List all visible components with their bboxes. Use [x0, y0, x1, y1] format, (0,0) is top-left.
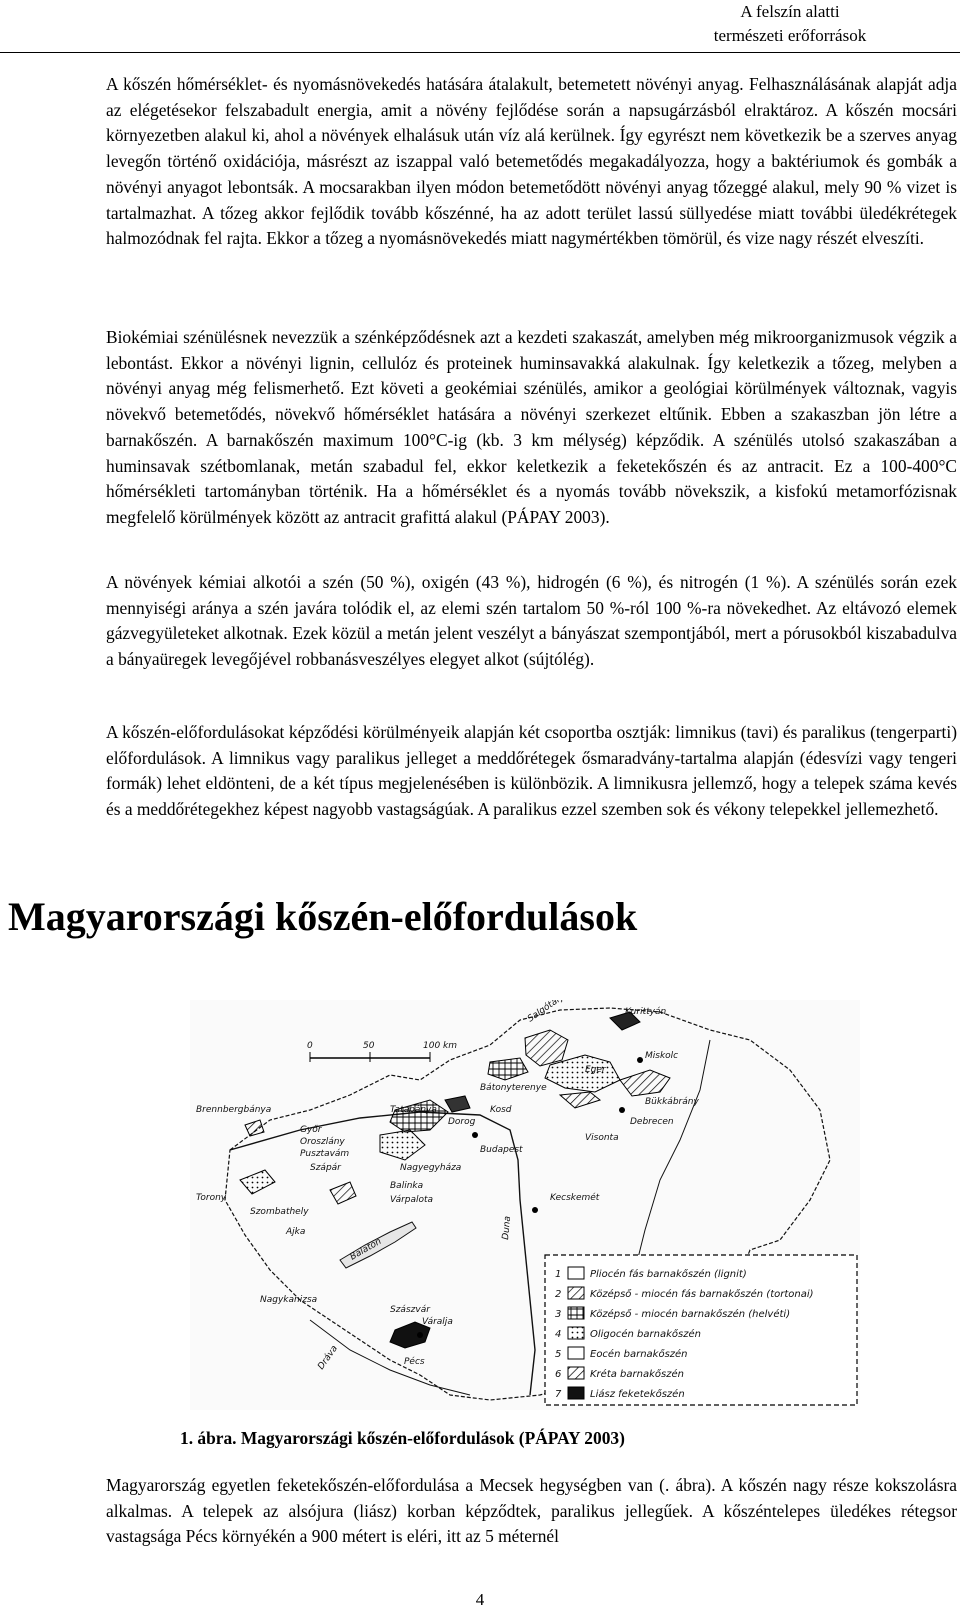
label-szapar: Szápár: [310, 1163, 341, 1173]
label-szombathely: Szombathely: [250, 1207, 309, 1217]
header-line-2: természeti erőforrások: [713, 26, 867, 45]
paragraph-chemical-composition: [106, 570, 957, 673]
paragraph-coalification: [106, 325, 957, 531]
legend-num-7: 7: [555, 1389, 562, 1400]
legend-label-5: Eocén barnakőszén: [590, 1349, 688, 1360]
scale-label-0: 0: [307, 1041, 313, 1051]
paragraph-coal-formation: [106, 72, 957, 252]
legend-label-4: Oligocén barnakőszén: [590, 1329, 701, 1340]
legend-swatch-7: [568, 1387, 584, 1399]
label-visonta: Visonta: [585, 1133, 619, 1143]
section-title: Magyarországi kőszén-előfordulások: [8, 894, 638, 939]
city-dot-debrecen: [619, 1107, 625, 1113]
header-rule: [0, 52, 960, 53]
label-kecskemet: Kecskemét: [550, 1193, 600, 1203]
legend-num-1: 1: [555, 1269, 562, 1280]
label-eger: Eger: [585, 1065, 606, 1075]
paragraph-text: A kőszén-előfordulásokat képződési körülményeik alapján két csoportba osztják: limnikus (tavi) és paralikus (tengerparti) előfordulások. A limnikus vagy paralikus jelleget a meddőrétegek ősmaradvány-tartalma alapján (édesvízi vagy tengeri formák) lehet eldönteni, de a két típus megjelenésében is különbözik. A limnikusra jellemző, hogy a telepek száma kevés és a meddőrétegekhez képest nagyobb vastagságúak. A paralikus ezzel szemben sok és vékony telepekkel jellemezhető.: [106, 722, 957, 820]
map-svg: [190, 1000, 860, 1410]
label-balinka: Balinka: [390, 1181, 424, 1191]
label-kurittyan: Kurittyán: [625, 1007, 667, 1017]
label-drava: Dráva: [316, 1343, 340, 1372]
legend-num-6: 6: [555, 1369, 562, 1380]
legend-swatch-4: [568, 1327, 584, 1339]
paragraph-text: A növények kémiai alkotói a szén (50 %), oxigén (43 %), hidrogén (6 %), és nitrogén (1 %). A szénülés során ezek mennyiségi aránya a szén javára tolódik el, az elemi szén tartalom 50 %-ról 100 %-ra növekedhet. Az eltávozó elemek gázvegyületeket alkotnak. Ezek közül a metán jelent veszélyt a bányászat szempontjából, mert a pórusokból kiszabadulva a bányaüregek levegőjével robbanásveszélyes elegyet alkot (sújtólég).: [106, 572, 957, 670]
legend-swatch-5: [568, 1347, 584, 1359]
scale-label-100: 100 km: [423, 1041, 458, 1051]
legend-num-5: 5: [555, 1349, 562, 1360]
label-pecs: Pécs: [404, 1357, 425, 1367]
label-tatabanya: Tatabánya: [390, 1105, 437, 1115]
label-szaszvar: Szászvár: [390, 1305, 430, 1315]
label-varpalota: Várpalota: [390, 1195, 434, 1205]
legend-swatch-3: [568, 1307, 584, 1319]
label-budapest: Budapest: [480, 1145, 523, 1155]
label-duna: Duna: [501, 1215, 514, 1241]
label-kosd: Kosd: [490, 1105, 512, 1115]
city-dot-pecs: [417, 1332, 423, 1338]
legend-label-2: Középső - miocén fás barnakőszén (tortonai): [590, 1289, 814, 1300]
page-number: 4: [475, 1590, 485, 1609]
city-dot-budapest: [472, 1132, 478, 1138]
legend-label-3: Középső - miocén barnakőszén (helvéti): [590, 1309, 791, 1320]
label-varalja: Váralja: [422, 1317, 453, 1327]
label-gyor: Győr: [300, 1125, 322, 1135]
label-dorog: Dorog: [448, 1117, 476, 1127]
legend-label-7: Liász feketekőszén: [590, 1389, 685, 1400]
paragraph-text: Biokémiai szénülésnek nevezzük a szénképződésnek azt a kezdeti szakaszát, amelyben még mikroorganizmusok végzik a lebontást. Ekkor a növényi lignin, cellulóz és proteinek huminsavakká alakulnak. Így keletkezik a tőzeg, melyben a növényi anyag még felismerhető. Ezt követi a geokémiai szénülés, amikor a geológiai körülmények változnak, vagyis növekvő betemetődés, növekvő hőmérséklet hatására a növényi szerkezet eltűnik. Ebben a szakaszban jön létre a barnakőszén. A barnakőszén maximum 100°C-ig (kb. 3 km mélység) képződik. A szénülés utolsó szakaszában a huminsavak szétbomlanak, metán szabadul fel, ekkor keletkezik a feketekőszén és az antracit. Ez a 100-400°C hőmérsékleti tartományban történik. Ha a hőmérséklet és a nyomás tovább növekszik, a kisfokú metamorfózisnak megfelelő körülmények között az antracit grafittá alakul (PÁPAY 2003).: [106, 327, 957, 527]
scale-label-50: 50: [363, 1041, 375, 1051]
legend-swatch-6: [568, 1367, 584, 1379]
legend-num-2: 2: [555, 1289, 562, 1300]
legend-num-3: 3: [555, 1309, 562, 1320]
paragraph-mecsek: [106, 1473, 957, 1550]
city-dot-miskolc: [637, 1057, 643, 1063]
label-bukkabrany: Bükkábrány: [645, 1097, 699, 1107]
city-dot-kecskemet: [532, 1207, 538, 1213]
label-nagykanizsa: Nagykanizsa: [260, 1295, 318, 1305]
legend-swatch-1: [568, 1267, 584, 1279]
legend-label-6: Kréta barnakőszén: [590, 1369, 684, 1380]
header-line-1: A felszín alatti: [740, 2, 840, 21]
label-oroszlany: Oroszlány: [300, 1137, 345, 1147]
label-debrecen: Debrecen: [630, 1117, 674, 1127]
paragraph-deposit-types: [106, 720, 957, 823]
label-pusztavam: Pusztavám: [300, 1149, 350, 1159]
coal-deposits-map: [190, 1000, 860, 1410]
paragraph-text: A kőszén hőmérséklet- és nyomásnövekedés hatására átalakult, betemetett növényi anyag. Felhasználásának alapját adja az elégetésekor felszabadult energia, amit a növény fejlődése során a napsugárzásból elraktároz. A kőszén mocsári környezetben alakul ki, ahol a növények elhalásuk után víz alá kerülnek. Így egyrészt nem következik be a szerves anyag levegőn történő oxidációja, másrészt az iszappal való betemetődés megakadályozza, hogy a baktériumok és gombák a növényi anyagot lebontsák. A mocsarakban ilyen módon betemetődött növényi anyag tőzeggé alakul, mely 90 % vizet is tartalmazhat. A tőzeg akkor fejlődik tovább kőszénné, ha az adott terület lassú süllyedése miatt további üledékrétegek halmozódnak fel rajta. Ekkor a tőzeg a nyomásnövekedés miatt nagymértékben tömörül, és vize nagy részét elveszíti.: [106, 74, 957, 249]
legend-swatch-2: [568, 1287, 584, 1299]
paragraph-text: Magyarország egyetlen feketekőszén-előfordulása a Mecsek hegységben van (. ábra). A kőszén nagy része kokszolásra alkalmas. A telepek az alsójura (liász) korban képződtek, paralikus jellegűek. A kőszéntelepes üledékes rétegsor vastagsága Pécs környékén a 900 métert is eléri, itt az 5 méternél: [106, 1475, 957, 1547]
label-batonyterenye: Bátonyterenye: [480, 1083, 547, 1093]
label-brennbergbanya: Brennbergbánya: [196, 1105, 272, 1115]
label-miskolc: Miskolc: [645, 1051, 679, 1061]
legend-num-4: 4: [555, 1329, 562, 1340]
label-ajka: Ajka: [286, 1227, 306, 1237]
figure-caption: 1. ábra. Magyarországi kőszén-előfordulások (PÁPAY 2003): [180, 1428, 625, 1448]
running-header: [640, 0, 940, 48]
legend-label-1: Pliocén fás barnakőszén (lignit): [590, 1269, 747, 1280]
label-nagyegyhaza: Nagyegyháza: [400, 1163, 462, 1173]
label-torony: Torony: [196, 1193, 227, 1203]
map-legend: [545, 1255, 857, 1405]
label-balaton: Balaton: [348, 1236, 384, 1263]
